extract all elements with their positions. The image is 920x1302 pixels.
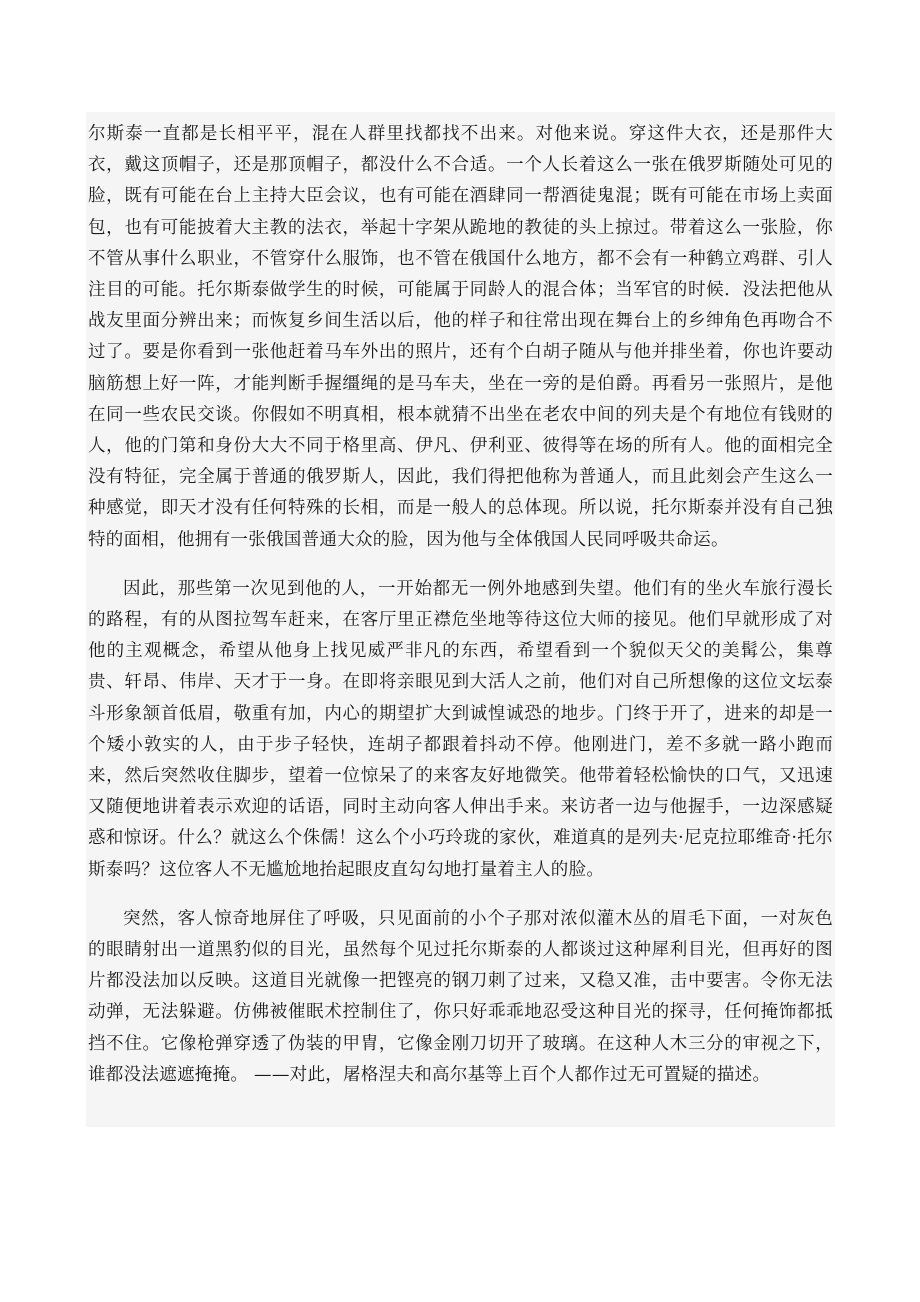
paragraph-1: 尔斯泰一直都是长相平平，混在人群里找都找不出来。对他来说。穿这件大衣，还是那件大衣，戴这顶帽子，还是那顶帽子，都没什么不合适。一个人长着这么一张在俄罗斯随处可见的脸，既有可能在台上主持大臣会议，也有可能在酒肆同一帮酒徒鬼混；既有可能在市场上卖面包，也有可能披着大主教的法衣，举起十字架从跪地的教徒的头上掠过。带着这么一张脸，你不管从事什么职业，不管穿什么服饰，也不管在俄国什么地方，都不会有一种鹤立鸡群、引人注目的可能。托尔斯泰做学生的时候，可能属于同龄人的混合体；当军官的时候．没法把他从战友里面分辨出来；而恢复乡间生活以后，他的样子和往常出现在舞台上的乡绅角色再吻合不过了。要是你看到一张他赶着马车外出的照片，还有个白胡子随从与他并排坐着，你也许要动脑筋想上好一阵，才能判断手握缰绳的是马车夫，坐在一旁的是伯爵。再看另一张照片，是他在同一些农民交谈。你假如不明真相，根本就猜不出坐在老农中间的列夫是个有地位有钱财的人，他的门第和身份大大不同于格里高、伊凡、伊利亚、彼得等在场的所有人。他的面相完全没有特征，完全属于普通的俄罗斯人，因此，我们得把他称为普通人，而且此刻会产生这么一种感觉，即天才没有任何特殊的长相，而是一般人的总体现。所以说，托尔斯泰并没有自己独特的面相，他拥有一张俄国普通大众的脸，因为他与全体俄国人民同呼吸共命运。: [88, 124, 833, 550]
text-block: [86, 112, 835, 1127]
paragraph-3: 突然，客人惊奇地屏住了呼吸，只见面前的小个子那对浓似灌木丛的眉毛下面，一对灰色的眼睛射出一道黑豹似的目光，虽然每个见过托尔斯泰的人都谈过这种犀利目光，但再好的图片都没法加以反映。这道目光就像一把铿亮的钢刀刺了过来，又稳又准，击中要害。令你无法动弹，无法躲避。仿佛被催眠术控制住了，你只好乖乖地忍受这种目光的探寻，任何掩饰都抵挡不住。它像枪弹穿透了伪装的甲胄，它像金刚刀切开了玻璃。在这种人木三分的审视之下，谁都没法遮遮掩掩。 ——对此，屠格涅夫和高尔基等上百个人都作过无可置疑的描述。: [88, 908, 833, 1085]
paragraph-2: 因此，那些第一次见到他的人，一开始都无一例外地感到失望。他们有的坐火车旅行漫长的路程，有的从图拉驾车赶来，在客厅里正襟危坐地等待这位大师的接见。他们早就形成了对他的主观概念，希望从他身上找见威严非凡的东西，希望看到一个貌似天父的美髯公，集尊贵、轩昂、伟岸、天才于一身。在即将亲眼见到大活人之前，他们对自己所想像的这位文坛泰斗形象颔首低眉，敬重有加，内心的期望扩大到诚惶诚恐的地步。门终于开了，进来的却是一个矮小敦实的人，由于步子轻快，连胡子都跟着抖动不停。他刚进门，差不多就一路小跑而来，然后突然收住脚步，望着一位惊呆了的来客友好地微笑。他带着轻松愉快的口气，又迅速又随便地讲着表示欢迎的话语，同时主动向客人伸出手来。来访者一边与他握手，一边深感疑惑和惊讶。什么？就这么个侏儒！这么个小巧玲珑的家伙，难道真的是列夫·尼克拉耶维奇·托尔斯泰吗？这位客人不无尴尬地抬起眼皮直勾勾地打量着主人的脸。: [88, 578, 833, 880]
